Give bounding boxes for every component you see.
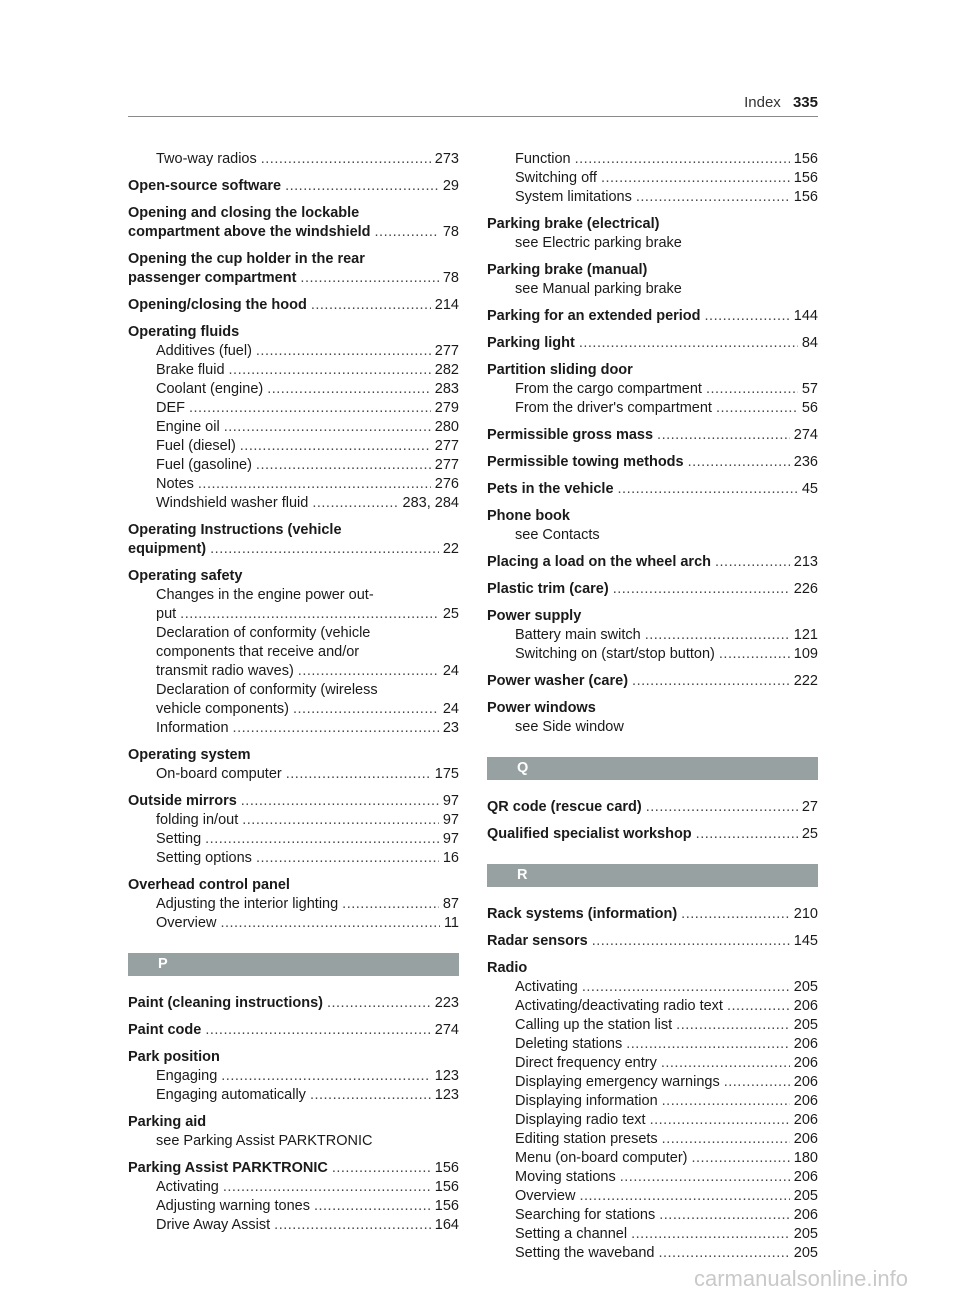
index-entry: Qualified specialist workshop ..... 25 xyxy=(487,825,818,844)
index-subentry: transmit radio waves) ..... 24 xyxy=(128,662,459,681)
index-subentry: Switching off ..... 156 xyxy=(487,169,818,188)
cross-reference: see Parking Assist PARKTRONIC xyxy=(156,1133,373,1149)
index-entry: Permissible gross mass ..... 274 xyxy=(487,426,818,445)
index-subentry: put ..... 25 xyxy=(128,605,459,624)
index-subentry: Brake fluid ..... 282 xyxy=(128,361,459,380)
index-entry: Paint (cleaning instructions) ..... 223 xyxy=(128,994,459,1013)
index-entry: Parking light ..... 84 xyxy=(487,334,818,353)
watermark: carmanualsonline.info xyxy=(693,1266,908,1291)
page-header xyxy=(744,94,818,111)
index-entry: Pets in the vehicle ..... 45 xyxy=(487,480,818,499)
section-title: Index xyxy=(744,94,781,111)
index-subentry: From the cargo compartment ..... 57 xyxy=(487,380,818,399)
index-subentry: Two-way radios ..... 273 xyxy=(128,150,459,169)
index-subentry-line: Changes in the engine power out- xyxy=(156,587,374,603)
cross-reference: see Electric parking brake xyxy=(515,235,682,251)
index-entry-heading: Operating Instructions (vehicle xyxy=(128,522,342,538)
index-subentry: Engaging automatically ..... 123 xyxy=(128,1086,459,1105)
index-subentry: Overview ..... 11 xyxy=(128,914,459,933)
index-subentry: System limitations ..... 156 xyxy=(487,188,818,207)
index-subentry: Activating ..... 156 xyxy=(128,1178,459,1197)
index-entry-heading: Opening the cup holder in the rear xyxy=(128,251,365,267)
index-entry: Plastic trim (care) ..... 226 xyxy=(487,580,818,599)
index-entry: Parking for an extended period ..... 144 xyxy=(487,307,818,326)
index-column-right xyxy=(487,150,818,1263)
index-subentry: Switching on (start/stop button) ..... 109 xyxy=(487,645,818,664)
index-subentry: vehicle components) ..... 24 xyxy=(128,700,459,719)
index-entry: Parking Assist PARKTRONIC ..... 156 xyxy=(128,1159,459,1178)
index-entry-heading: Opening and closing the lockable xyxy=(128,205,360,221)
index-entry: Open-source software ..... 29 xyxy=(128,177,459,196)
index-subentry: Battery main switch ..... 121 xyxy=(487,626,818,645)
index-subentry: Notes ..... 276 xyxy=(128,475,459,494)
index-subentry: DEF ..... 279 xyxy=(128,399,459,418)
index-subentry: Menu (on-board computer) ..... 180 xyxy=(487,1149,818,1168)
header-divider xyxy=(128,116,818,117)
index-subentry: Engaging ..... 123 xyxy=(128,1067,459,1086)
index-subentry: folding in/out ..... 97 xyxy=(128,811,459,830)
index-subentry: Setting options ..... 16 xyxy=(128,849,459,868)
index-subentry: Setting the waveband ..... 205 xyxy=(487,1244,818,1263)
index-entry-heading: Park position xyxy=(128,1049,220,1065)
index-subentry: Adjusting warning tones ..... 156 xyxy=(128,1197,459,1216)
letter-section-header: Q xyxy=(487,757,818,780)
index-subentry: Searching for stations ..... 206 xyxy=(487,1206,818,1225)
cross-reference: see Manual parking brake xyxy=(515,281,682,297)
index-subentry: Displaying radio text ..... 206 xyxy=(487,1111,818,1130)
index-subentry: Activating/deactivating radio text ..... 206 xyxy=(487,997,818,1016)
index-entry-heading: Operating fluids xyxy=(128,324,240,340)
index-entry: QR code (rescue card) ..... 27 xyxy=(487,798,818,817)
index-subentry: Displaying information ..... 206 xyxy=(487,1092,818,1111)
index-subentry: Adjusting the interior lighting ..... 87 xyxy=(128,895,459,914)
index-entry: Rack systems (information) ..... 210 xyxy=(487,905,818,924)
index-subentry: Deleting stations ..... 206 xyxy=(487,1035,818,1054)
index-entry-heading: Parking brake (electrical) xyxy=(487,216,660,232)
index-subentry: Drive Away Assist ..... 164 xyxy=(128,1216,459,1235)
index-entry-heading: Power windows xyxy=(487,700,596,716)
index-subentry: Setting ..... 97 xyxy=(128,830,459,849)
index-subentry: Information ..... 23 xyxy=(128,719,459,738)
letter-section-header: R xyxy=(487,864,818,887)
index-subentry: Additives (fuel) ..... 277 xyxy=(128,342,459,361)
index-entry-heading: Phone book xyxy=(487,508,570,524)
page-number: 335 xyxy=(792,94,818,111)
index-entry-heading: Parking aid xyxy=(128,1114,207,1130)
index-subentry: Fuel (gasoline) ..... 277 xyxy=(128,456,459,475)
index-entry-heading: Overhead control panel xyxy=(128,877,290,893)
index-column-left xyxy=(128,150,459,1235)
index-entry: Permissible towing methods ..... 236 xyxy=(487,453,818,472)
index-subentry: Engine oil ..... 280 xyxy=(128,418,459,437)
letter-section-header: P xyxy=(128,953,459,976)
index-subentry: Fuel (diesel) ..... 277 xyxy=(128,437,459,456)
index-entry-heading: Operating safety xyxy=(128,568,243,584)
index-entry-heading: Partition sliding door xyxy=(487,362,633,378)
index-subentry: Coolant (engine) ..... 283 xyxy=(128,380,459,399)
index-subentry: Displaying emergency warnings ..... 206 xyxy=(487,1073,818,1092)
index-entry: equipment) ..... 22 xyxy=(128,540,459,559)
index-entry: Outside mirrors ..... 97 xyxy=(128,792,459,811)
index-subentry: Activating ..... 205 xyxy=(487,978,818,997)
index-entry-heading: Radio xyxy=(487,960,528,976)
index-entry: compartment above the windshield ..... 78 xyxy=(128,223,459,242)
index-entry: Opening/closing the hood ..... 214 xyxy=(128,296,459,315)
index-entry-heading: Parking brake (manual) xyxy=(487,262,648,278)
index-subentry: Function ..... 156 xyxy=(487,150,818,169)
index-subentry: Overview ..... 205 xyxy=(487,1187,818,1206)
index-subentry: Calling up the station list ..... 205 xyxy=(487,1016,818,1035)
index-entry: Paint code ..... 274 xyxy=(128,1021,459,1040)
index-entry: Radar sensors ..... 145 xyxy=(487,932,818,951)
index-subentry: Windshield washer fluid ..... 283, 284 xyxy=(128,494,459,513)
index-subentry-line: Declaration of conformity (vehicle xyxy=(156,625,371,641)
index-entry-heading: Operating system xyxy=(128,747,251,763)
index-entry: Power washer (care) ..... 222 xyxy=(487,672,818,691)
cross-reference: see Contacts xyxy=(515,527,600,543)
cross-reference: see Side window xyxy=(515,719,624,735)
index-subentry: On-board computer ..... 175 xyxy=(128,765,459,784)
index-subentry-line: Declaration of conformity (wireless xyxy=(156,682,378,698)
index-subentry: Moving stations ..... 206 xyxy=(487,1168,818,1187)
index-subentry: Editing station presets ..... 206 xyxy=(487,1130,818,1149)
index-entry: passenger compartment ..... 78 xyxy=(128,269,459,288)
index-entry-heading: Power supply xyxy=(487,608,582,624)
index-subentry: From the driver's compartment ..... 56 xyxy=(487,399,818,418)
index-subentry: Direct frequency entry ..... 206 xyxy=(487,1054,818,1073)
index-entry: Placing a load on the wheel arch ..... 213 xyxy=(487,553,818,572)
index-subentry-line: components that receive and/or xyxy=(156,644,360,660)
index-subentry: Setting a channel ..... 205 xyxy=(487,1225,818,1244)
